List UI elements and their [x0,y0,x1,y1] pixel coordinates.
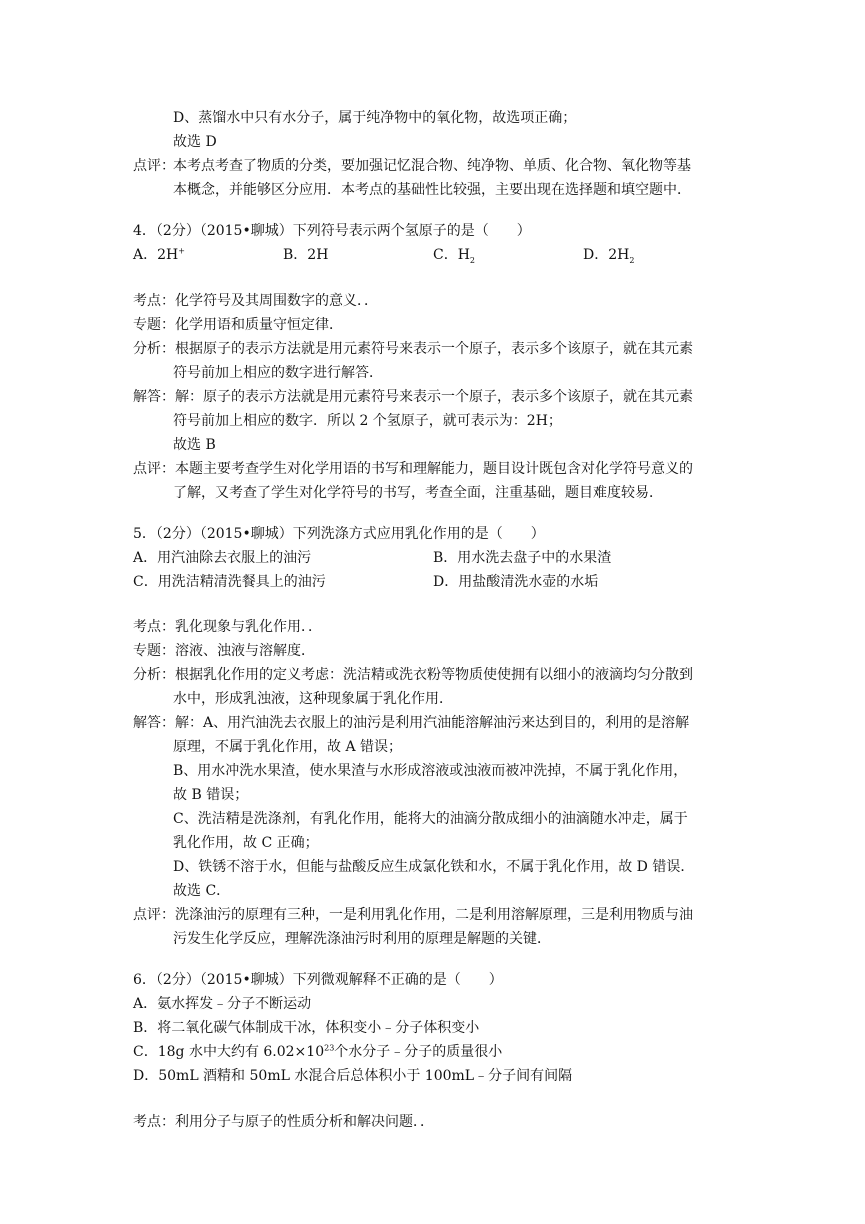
q6-option-c-pre: C．18g 水中大约有 6.02×10 [133,1044,325,1060]
q5-jieda-line-2: 原理，不属于乳化作用，故 A 错误； [173,739,403,755]
q4-option-c [433,246,475,264]
q5-fenxi-line-2: 水中，形成乳浊液，这种现象属于乳化作用． [173,691,453,707]
q4-option-d [583,246,634,264]
q4-option-c-text: C．H [433,247,470,263]
q5-jieda-line-7: D、铁锈不溶于水，但能与盐酸反应生成氯化铁和水，不属于乳化作用，故 D 错误． [173,859,695,875]
q4-jieda-line-1: 解答：解：原子的表示方法就是用元素符号来表示一个原子，表示多个该原子，就在其元素 [133,389,693,405]
q4-option-a-superscript: + [178,246,185,256]
q4-dianping-line-1: 点评：本题主要考查学生对化学用语的书写和理解能力，题目设计既包含对化学符号意义的 [133,461,693,477]
q6-option-a: A．氨水挥发﹣分子不断运动 [133,996,312,1012]
q3-analysis-d: D、蒸馏水中只有水分子，属于纯净物中的氧化物，故选项正确； [173,110,577,126]
q5-jieda-line-3: B、用水冲洗水果渣，使水果渣与水形成溶液或浊液而被冲洗掉，不属于乳化作用， [173,763,688,779]
q5-dianping-line-1: 点评：洗涤油污的原理有三种，一是利用乳化作用，二是利用溶解原理，三是利用物质与油 [133,907,693,923]
q5-option-c: C．用洗洁精清洗餐具上的油污 [133,574,326,590]
q4-stem: 4．（2分）（2015•聊城）下列符号表示两个氢原子的是（ ） [133,223,531,239]
q4-kaodian: 考点：化学符号及其周围数字的意义．． [133,293,378,309]
q4-zhuanti: 专题：化学用语和质量守恒定律． [133,317,343,333]
q6-stem: 6．（2分）（2015•聊城）下列微观解释不正确的是（ ） [133,972,503,988]
q4-option-d-text: D．2H [583,247,630,263]
q5-zhuanti: 专题：溶液、浊液与溶解度． [133,643,315,659]
q3-comment-line-1: 本考点考查了物质的分类，要加强记忆混合物、纯净物、单质、化合物、氧化物等基 [173,158,691,174]
q4-fenxi-line-1: 分析：根据原子的表示方法就是用元素符号来表示一个原子，表示多个该原子，就在其元素 [133,341,693,357]
q5-option-a: A．用汽油除去衣服上的油污 [133,550,312,566]
q6-option-d: D．50mL 酒精和 50mL 水混合后总体积小于 100mL﹣分子间有间隔 [133,1068,573,1084]
q6-option-b: B．将二氧化碳气体制成干冰，体积变小﹣分子体积变小 [133,1020,480,1036]
q4-option-a [133,246,185,264]
q6-option-c [133,1043,502,1061]
q5-jieda-line-1: 解答：解：A、用汽油洗去衣服上的油污是利用汽油能溶解油污来达到目的，利用的是溶解 [133,715,690,731]
q5-jieda-line-8: 故选 C． [173,883,231,899]
q4-option-d-subscript: 2 [629,255,635,265]
q5-stem: 5．（2分）（2015•聊城）下列洗涤方式应用乳化作用的是（ ） [133,526,545,542]
q6-kaodian: 考点：利用分子与原子的性质分析和解决问题．． [133,1114,434,1130]
q6-option-c-post: 个水分子﹣分子的质量很小 [334,1044,503,1060]
q5-jieda-line-6: 乳化作用，故 C 正确； [173,835,319,851]
q5-option-d: D．用盐酸清洗水壶的水垢 [433,574,599,590]
q4-fenxi-line-2: 符号前加上相应的数字进行解答． [173,365,383,381]
q4-jieda-line-2: 符号前加上相应的数字．所以 2 个氢原子，就可表示为：2H； [173,413,562,429]
q5-jieda-line-5: C、洗洁精是洗涤剂，有乳化作用，能将大的油滴分散成细小的油滴随水冲走，属于 [173,811,688,827]
q4-option-b [283,246,328,264]
q5-dianping-line-2: 污发生化学反应，理解洗涤油污时利用的原理是解题的关键． [173,931,551,947]
q4-dianping-line-2: 了解，又考查了学生对化学符号的书写，考查全面，注重基础，题目难度较易． [173,485,663,501]
q4-option-c-subscript: 2 [469,255,476,265]
q3-choice: 故选 D [173,134,217,150]
q4-option-b-text: B．2H [283,247,329,263]
q4-jieda-line-3: 故选 B [173,437,216,453]
q5-option-b: B．用水洗去盘子中的水果渣 [433,550,612,566]
q3-comment-label: 点评： [133,158,175,174]
q6-option-c-exponent: 23 [324,1043,335,1053]
q5-fenxi-line-1: 分析：根据乳化作用的定义考虑：洗洁精或洗衣粉等物质使使拥有以细小的液滴均匀分散到 [133,667,693,683]
q4-option-a-text: A．2H [133,247,179,263]
q3-comment-line-2: 本概念，并能够区分应用．本考点的基础性比较强，主要出现在选择题和填空题中． [173,182,691,198]
q5-kaodian: 考点：乳化现象与乳化作用．． [133,619,322,635]
q5-jieda-line-4: 故 B 错误； [173,787,249,803]
